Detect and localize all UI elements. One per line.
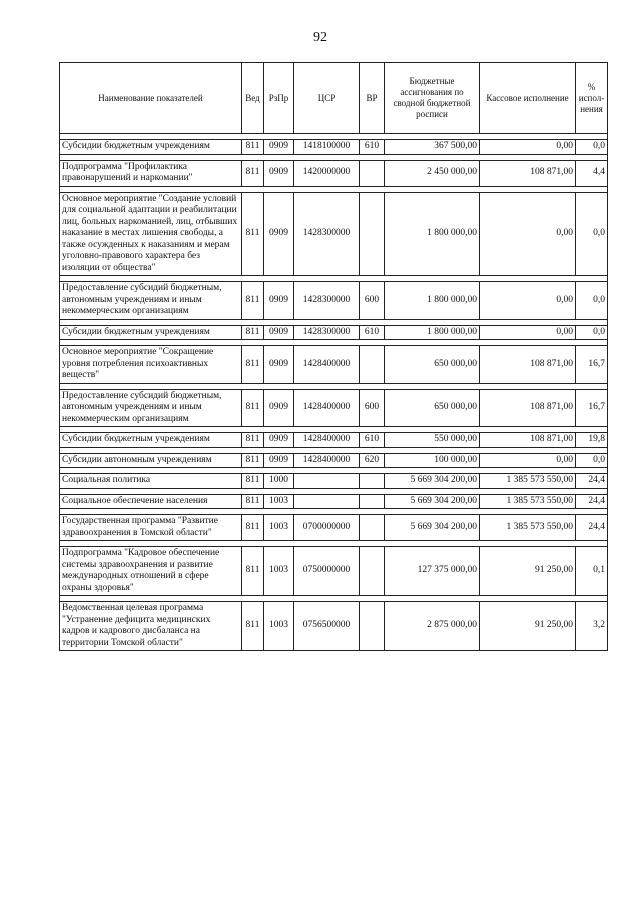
- cell-name: Предоставление субсидий бюджетным, автономным учреждениям и иным некоммерческим организациям: [60, 389, 242, 427]
- cell-cash: 0,00: [480, 453, 576, 468]
- cell-pct: 3,2: [576, 602, 608, 651]
- cell-pct: 0,0: [576, 453, 608, 468]
- table-row: [60, 602, 608, 651]
- cell-name: Субсидии автономным учреждениям: [60, 453, 242, 468]
- cell-ved: 811: [242, 474, 264, 489]
- cell-csr: 0756500000: [294, 602, 360, 651]
- cell-cash: 108 871,00: [480, 389, 576, 427]
- cell-budget: 550 000,00: [385, 433, 480, 448]
- cell-ved: 811: [242, 389, 264, 427]
- cell-rzpr: 1003: [264, 602, 294, 651]
- cell-ved: 811: [242, 282, 264, 320]
- cell-budget: 1 800 000,00: [385, 282, 480, 320]
- table-row: [60, 433, 608, 448]
- cell-budget: 2 875 000,00: [385, 602, 480, 651]
- cell-budget: 650 000,00: [385, 346, 480, 384]
- cell-vr: [360, 160, 385, 186]
- cell-budget: 127 375 000,00: [385, 547, 480, 596]
- cell-name: Подпрограмма "Профилактика правонарушений и наркомании": [60, 160, 242, 186]
- table-row: [60, 547, 608, 596]
- table-row: [60, 453, 608, 468]
- cell-rzpr: 0909: [264, 160, 294, 186]
- table-row: [60, 389, 608, 427]
- cell-rzpr: 0909: [264, 453, 294, 468]
- cell-rzpr: 1000: [264, 474, 294, 489]
- table-row: [60, 346, 608, 384]
- cell-csr: 1428400000: [294, 433, 360, 448]
- cell-ved: 811: [242, 192, 264, 276]
- cell-vr: 610: [360, 140, 385, 155]
- cell-vr: [360, 602, 385, 651]
- table-row: [60, 160, 608, 186]
- cell-name: Подпрограмма "Кадровое обеспечение системы здравоохранения и развитие международных отношений в сфере охраны здоровья": [60, 547, 242, 596]
- cell-csr: [294, 474, 360, 489]
- cell-pct: 24,4: [576, 494, 608, 509]
- table-row: [60, 515, 608, 541]
- cell-budget: 2 450 000,00: [385, 160, 480, 186]
- cell-vr: [360, 192, 385, 276]
- cell-name: Субсидии бюджетным учреждениям: [60, 325, 242, 340]
- cell-cash: 91 250,00: [480, 547, 576, 596]
- cell-cash: 0,00: [480, 192, 576, 276]
- cell-pct: 16,7: [576, 389, 608, 427]
- header-vr: ВР: [360, 63, 385, 134]
- cell-budget: 1 800 000,00: [385, 325, 480, 340]
- cell-rzpr: 0909: [264, 192, 294, 276]
- cell-pct: 0,0: [576, 325, 608, 340]
- cell-vr: 610: [360, 325, 385, 340]
- header-csr: ЦСР: [294, 63, 360, 134]
- cell-cash: 1 385 573 550,00: [480, 515, 576, 541]
- cell-rzpr: 0909: [264, 282, 294, 320]
- cell-pct: 4,4: [576, 160, 608, 186]
- cell-ved: 811: [242, 453, 264, 468]
- cell-pct: 0,0: [576, 282, 608, 320]
- cell-pct: 0,0: [576, 192, 608, 276]
- cell-name: Предоставление субсидий бюджетным, автономным учреждениям и иным некоммерческим организациям: [60, 282, 242, 320]
- cell-budget: 100 000,00: [385, 453, 480, 468]
- table-row: [60, 494, 608, 509]
- cell-cash: 0,00: [480, 325, 576, 340]
- cell-ved: 811: [242, 494, 264, 509]
- header-budget: Бюджетные ассигнования по сводной бюджетной росписи: [385, 63, 480, 134]
- cell-rzpr: 1003: [264, 547, 294, 596]
- cell-vr: [360, 474, 385, 489]
- cell-rzpr: 0909: [264, 140, 294, 155]
- cell-csr: 0700000000: [294, 515, 360, 541]
- cell-ved: 811: [242, 346, 264, 384]
- cell-ved: 811: [242, 433, 264, 448]
- table-row: [60, 140, 608, 155]
- cell-pct: 24,4: [576, 474, 608, 489]
- cell-budget: 1 800 000,00: [385, 192, 480, 276]
- page-number: 92: [313, 30, 327, 45]
- cell-name: Социальное обеспечение населения: [60, 494, 242, 509]
- cell-name: Государственная программа "Развитие здравоохранения в Томской области": [60, 515, 242, 541]
- cell-ved: 811: [242, 160, 264, 186]
- cell-ved: 811: [242, 515, 264, 541]
- header-pct: % испол-нения: [576, 63, 608, 134]
- table-row: [60, 192, 608, 276]
- cell-cash: 108 871,00: [480, 346, 576, 384]
- budget-execution-table: [59, 62, 608, 651]
- cell-csr: 1428300000: [294, 325, 360, 340]
- cell-csr: 1428400000: [294, 389, 360, 427]
- cell-rzpr: 0909: [264, 325, 294, 340]
- cell-pct: 16,7: [576, 346, 608, 384]
- cell-csr: 0750000000: [294, 547, 360, 596]
- cell-budget: 5 669 304 200,00: [385, 494, 480, 509]
- cell-vr: [360, 515, 385, 541]
- header-rzpr: РзПр: [264, 63, 294, 134]
- cell-csr: [294, 494, 360, 509]
- cell-name: Социальная политика: [60, 474, 242, 489]
- cell-cash: 0,00: [480, 282, 576, 320]
- cell-name: Субсидии бюджетным учреждениям: [60, 433, 242, 448]
- cell-cash: 91 250,00: [480, 602, 576, 651]
- cell-name: Основное мероприятие "Сокращение уровня потребления психоактивных веществ": [60, 346, 242, 384]
- cell-vr: 610: [360, 433, 385, 448]
- cell-rzpr: 0909: [264, 433, 294, 448]
- cell-csr: 1418100000: [294, 140, 360, 155]
- cell-cash: 108 871,00: [480, 433, 576, 448]
- cell-rzpr: 1003: [264, 515, 294, 541]
- header-cash: Кассовое исполнение: [480, 63, 576, 134]
- cell-csr: 1428300000: [294, 282, 360, 320]
- cell-cash: 108 871,00: [480, 160, 576, 186]
- cell-vr: 620: [360, 453, 385, 468]
- cell-ved: 811: [242, 325, 264, 340]
- table-body: [60, 134, 608, 651]
- cell-budget: 5 669 304 200,00: [385, 474, 480, 489]
- cell-name: Ведомственная целевая программа "Устранение дефицита медицинских кадров и кадрового дисбаланса на территории Томской области": [60, 602, 242, 651]
- header-ved: Вед: [242, 63, 264, 134]
- cell-budget: 650 000,00: [385, 389, 480, 427]
- table-row: [60, 474, 608, 489]
- cell-vr: [360, 494, 385, 509]
- header-name: Наименование показателей: [60, 63, 242, 134]
- cell-name: Основное мероприятие "Создание условий для социальной адаптации и реабилитации лиц, больных наркоманией, лиц, отбывших наказание в местах лишения свободы, а также осужденных к наказаниям и мерам уголовно-правового характера без изоляции от общества": [60, 192, 242, 276]
- table-row: [60, 282, 608, 320]
- cell-vr: 600: [360, 389, 385, 427]
- cell-rzpr: 1003: [264, 494, 294, 509]
- cell-cash: 0,00: [480, 140, 576, 155]
- cell-csr: 1428400000: [294, 346, 360, 384]
- cell-pct: 24,4: [576, 515, 608, 541]
- cell-name: Субсидии бюджетным учреждениям: [60, 140, 242, 155]
- cell-ved: 811: [242, 602, 264, 651]
- cell-vr: 600: [360, 282, 385, 320]
- cell-pct: 0,0: [576, 140, 608, 155]
- cell-rzpr: 0909: [264, 346, 294, 384]
- cell-cash: 1 385 573 550,00: [480, 494, 576, 509]
- table-row: [60, 325, 608, 340]
- cell-budget: 5 669 304 200,00: [385, 515, 480, 541]
- cell-ved: 811: [242, 547, 264, 596]
- cell-ved: 811: [242, 140, 264, 155]
- cell-cash: 1 385 573 550,00: [480, 474, 576, 489]
- cell-rzpr: 0909: [264, 389, 294, 427]
- cell-vr: [360, 346, 385, 384]
- cell-csr: 1420000000: [294, 160, 360, 186]
- cell-csr: 1428300000: [294, 192, 360, 276]
- table-header-row: [60, 63, 608, 134]
- cell-budget: 367 500,00: [385, 140, 480, 155]
- cell-csr: 1428400000: [294, 453, 360, 468]
- cell-pct: 19,8: [576, 433, 608, 448]
- cell-pct: 0,1: [576, 547, 608, 596]
- cell-vr: [360, 547, 385, 596]
